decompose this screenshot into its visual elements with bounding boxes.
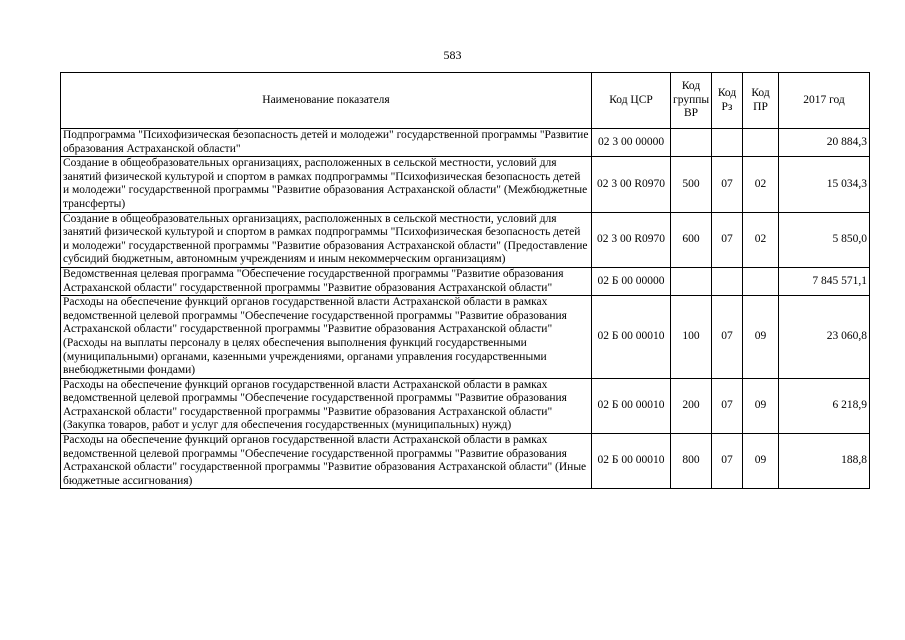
header-csr: Код ЦСР — [592, 73, 671, 129]
table-row — [61, 267, 870, 295]
cell-pr — [743, 129, 779, 157]
cell-name: Подпрограмма "Психофизическая безопасность детей и молодежи" государственной программы "Развитие образования Астраханской области" — [61, 129, 592, 157]
table-row — [61, 157, 870, 212]
budget-table — [60, 72, 870, 489]
page-number: 583 — [443, 48, 462, 62]
cell-vr: 200 — [671, 378, 712, 433]
cell-name: Расходы на обеспечение функций органов государственной власти Астраханской области в рамках ведомственной целевой программы "Обеспечение государственной программы "Развитие образования Астраханской области" государственной программы "Развитие образования Астраханской области" (Закупка товаров, работ и услуг для обеспечения государственных (муниципальных) нужд) — [61, 378, 592, 433]
cell-csr: 02 Б 00 00000 — [592, 267, 671, 295]
cell-vr: 800 — [671, 434, 712, 489]
cell-pr: 02 — [743, 212, 779, 267]
cell-csr: 02 3 00 R0970 — [592, 157, 671, 212]
cell-name: Расходы на обеспечение функций органов государственной власти Астраханской области в рамках ведомственной целевой программы "Обеспечение государственной программы "Развитие образования Астраханской области" государственной программы "Развитие образования Астраханской области" (Расходы на выплаты персоналу в целях обеспечения выполнения функций государственными (муниципальными) органами, казенными учреждениями, органами управления государственными внебюджетными фондами) — [61, 296, 592, 379]
cell-amount: 20 884,3 — [779, 129, 870, 157]
cell-rz: 07 — [712, 296, 743, 379]
cell-rz — [712, 267, 743, 295]
table-header — [61, 73, 870, 129]
cell-name: Ведомственная целевая программа "Обеспечение государственной программы "Развитие образования Астраханской области" государственной программы "Развитие образования Астраханской области" — [61, 267, 592, 295]
cell-rz: 07 — [712, 212, 743, 267]
cell-pr: 09 — [743, 434, 779, 489]
cell-csr: 02 Б 00 00010 — [592, 296, 671, 379]
cell-amount: 23 060,8 — [779, 296, 870, 379]
cell-csr: 02 Б 00 00010 — [592, 378, 671, 433]
table-row — [61, 434, 870, 489]
header-year: 2017 год — [779, 73, 870, 129]
cell-amount: 188,8 — [779, 434, 870, 489]
cell-amount: 15 034,3 — [779, 157, 870, 212]
cell-vr: 500 — [671, 157, 712, 212]
cell-name: Расходы на обеспечение функций органов государственной власти Астраханской области в рамках ведомственной целевой программы "Обеспечение государственной программы "Развитие образования Астраханской области" государственной программы "Развитие образования Астраханской области" (Иные бюджетные ассигнования) — [61, 434, 592, 489]
cell-pr: 02 — [743, 157, 779, 212]
header-rz: Код Рз — [712, 73, 743, 129]
cell-vr — [671, 129, 712, 157]
table-row — [61, 378, 870, 433]
header-vr: Код группы ВР — [671, 73, 712, 129]
cell-vr: 100 — [671, 296, 712, 379]
cell-vr: 600 — [671, 212, 712, 267]
header-pr: Код ПР — [743, 73, 779, 129]
cell-rz: 07 — [712, 157, 743, 212]
cell-amount: 6 218,9 — [779, 378, 870, 433]
cell-pr: 09 — [743, 296, 779, 379]
table-row — [61, 129, 870, 157]
cell-csr: 02 3 00 R0970 — [592, 212, 671, 267]
cell-vr — [671, 267, 712, 295]
header-name: Наименование показателя — [61, 73, 592, 129]
cell-amount: 7 845 571,1 — [779, 267, 870, 295]
cell-rz: 07 — [712, 434, 743, 489]
table-body — [61, 129, 870, 489]
cell-csr: 02 3 00 00000 — [592, 129, 671, 157]
cell-csr: 02 Б 00 00010 — [592, 434, 671, 489]
cell-name: Создание в общеобразовательных организациях, расположенных в сельской местности, условий для занятий физической культурой и спортом в рамках подпрограммы "Психофизическая безопасность детей и молодежи" государственной программы "Развитие образования Астраханской области" (Предоставление субсидий бюджетным, автономным учреждениям и иным некоммерческим организациям) — [61, 212, 592, 267]
table-row — [61, 212, 870, 267]
cell-name: Создание в общеобразовательных организациях, расположенных в сельской местности, условий для занятий физической культурой и спортом в рамках подпрограммы "Психофизическая безопасность детей и молодежи" государственной программы "Развитие образования Астраханской области" (Межбюджетные трансферты) — [61, 157, 592, 212]
cell-rz: 07 — [712, 378, 743, 433]
header-row — [61, 73, 870, 129]
cell-pr: 09 — [743, 378, 779, 433]
cell-pr — [743, 267, 779, 295]
table-row — [61, 296, 870, 379]
cell-amount: 5 850,0 — [779, 212, 870, 267]
cell-rz — [712, 129, 743, 157]
